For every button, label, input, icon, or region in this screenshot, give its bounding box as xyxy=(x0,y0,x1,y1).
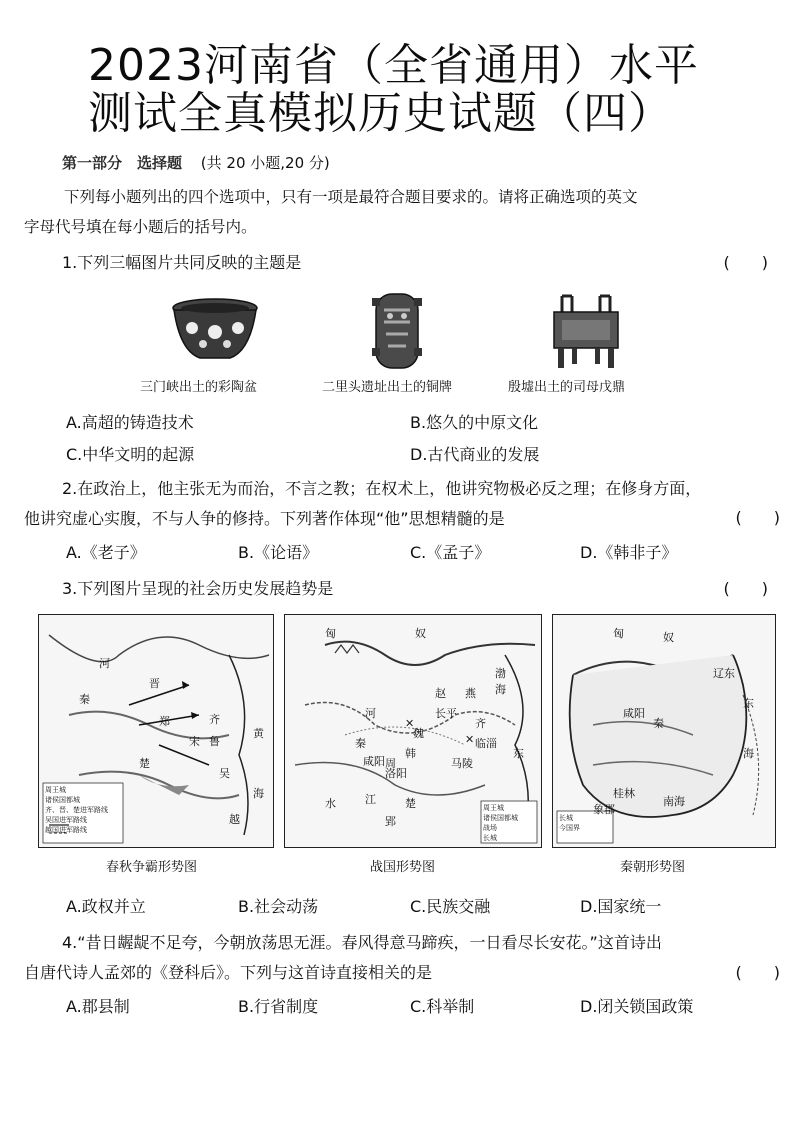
map-caption-1: 春秋争霸形势图 xyxy=(106,860,198,875)
q4-option-a[interactable]: A.郡县制 xyxy=(66,997,130,1016)
map-3-label: 桂林 xyxy=(613,787,635,800)
map-caption-2: 战国形势图 xyxy=(370,860,436,875)
legend-item: 诸侯国都城 xyxy=(483,814,518,822)
q3-option-d[interactable]: D.国家统一 xyxy=(580,897,662,916)
legend-item: 诸侯国都城 xyxy=(45,796,80,804)
q2-option-d[interactable]: D.《韩非子》 xyxy=(580,543,678,562)
map-1-label: 河 xyxy=(99,657,110,670)
map-1-label: 秦 xyxy=(79,693,90,706)
painted-pottery-basin-icon xyxy=(170,296,260,366)
page-title xyxy=(88,42,728,138)
map-3-legend xyxy=(559,813,580,833)
answer-paren-1[interactable]: ( ) xyxy=(723,253,768,272)
instructions xyxy=(24,182,782,242)
map-2-label: 河 xyxy=(365,707,376,720)
legend-item: 长城 xyxy=(559,814,573,822)
question-4-line-1: 4.“昔日龌龊不足夸，今朝放荡思无涯。春风得意马蹄疾，一日看尽长安花。”这首诗出 xyxy=(62,933,662,952)
map-1-label: 郑 xyxy=(159,715,170,728)
map-2-label: 长平 xyxy=(435,707,457,720)
legend-item: 战场 xyxy=(483,824,497,832)
map-2-label: 楚 xyxy=(405,797,416,810)
map-3-label: 辽东 xyxy=(713,667,735,680)
map-2-label: 齐 xyxy=(475,717,486,730)
question-3 xyxy=(62,574,782,604)
instructions-line-2: 字母代号填在每小题后的括号内。 xyxy=(24,218,257,236)
legend-item: 周王城 xyxy=(45,786,66,794)
question-4-line-2: 自唐代诗人孟郊的《登科后》。下列与这首诗直接相关的是 xyxy=(24,963,433,982)
answer-paren-4[interactable]: ( ) xyxy=(735,963,780,982)
q3-option-a[interactable]: A.政权并立 xyxy=(66,897,146,916)
map-2-label: 奴 xyxy=(415,627,426,640)
map-2-label: 临淄 xyxy=(475,737,497,750)
map-3-label: 东 xyxy=(743,697,754,710)
map-2-label: 马陵 xyxy=(451,757,473,770)
svg-text:✕: ✕ xyxy=(465,733,475,746)
legend-item: 长城 xyxy=(483,834,497,842)
q3-option-b[interactable]: B.社会动荡 xyxy=(238,897,319,916)
question-1 xyxy=(62,248,782,278)
question-2-line-2: 他讲究虚心实腹，不与人争的修持。下列著作体现“他”思想精髓的是 xyxy=(24,509,505,528)
question-1-stem: 1.下列三幅图片共同反映的主题是 xyxy=(62,253,302,272)
legend-item: 今国界 xyxy=(559,824,580,832)
q4-option-c[interactable]: C.科举制 xyxy=(410,997,475,1016)
section-name: 第一部分 选择题 xyxy=(62,154,183,172)
map-1-label: 齐 xyxy=(209,713,220,726)
q1-option-a[interactable]: A.高超的铸造技术 xyxy=(66,413,194,432)
map-2-label: 匈 xyxy=(325,627,336,640)
map-2-label: 周 xyxy=(385,757,396,770)
legend-item: 越国进军路线 xyxy=(45,826,87,834)
map-1-label: 晋 xyxy=(149,677,160,690)
map-1-label: 海 xyxy=(253,787,264,800)
map-2-label: 东 xyxy=(513,747,524,760)
map-3-label: 象郡 xyxy=(593,803,615,816)
section-detail: (共 20 小题,20 分) xyxy=(200,154,330,172)
question-2 xyxy=(24,474,792,534)
map-1-label: 越 xyxy=(229,813,240,826)
svg-text:✕: ✕ xyxy=(405,717,415,730)
q4-option-b[interactable]: B.行省制度 xyxy=(238,997,319,1016)
map-3-label: 奴 xyxy=(663,631,674,644)
q3-option-c[interactable]: C.民族交融 xyxy=(410,897,491,916)
map-2-label: 海 xyxy=(495,683,506,696)
legend-item: 周王城 xyxy=(483,804,504,812)
map-2-legend xyxy=(483,803,518,843)
q1-option-d[interactable]: D.古代商业的发展 xyxy=(410,445,540,464)
answer-paren-3[interactable]: ( ) xyxy=(723,579,768,598)
map-1-label: 吴 xyxy=(219,767,230,780)
question-3-stem: 3.下列图片呈现的社会历史发展趋势是 xyxy=(62,579,334,598)
map-2-label: 秦 xyxy=(355,737,366,750)
image-caption-1: 三门峡出土的彩陶盆 xyxy=(140,380,258,395)
map-2-label: 咸阳 xyxy=(363,755,385,768)
q2-option-c[interactable]: C.《孟子》 xyxy=(410,543,491,562)
map-qin-dynasty xyxy=(552,614,776,848)
map-2-label: 水 xyxy=(325,797,336,810)
map-2-label: 江 xyxy=(365,793,376,806)
simuwu-ding-icon xyxy=(548,292,624,370)
q2-option-a[interactable]: A.《老子》 xyxy=(66,543,146,562)
question-2-line-1: 2.在政治上，他主张无为而治，不言之教；在权术上，他讲究物极必反之理；在修身方面， xyxy=(62,479,702,498)
map-3-label: 咸阳 xyxy=(623,707,645,720)
map-spring-autumn xyxy=(38,614,274,848)
q4-option-d[interactable]: D.闭关锁国政策 xyxy=(580,997,694,1016)
map-2-labels xyxy=(285,615,541,847)
bronze-plaque-image xyxy=(372,288,422,370)
title-line-2: 测试全真模拟历史试题（四） xyxy=(88,88,673,139)
map-2-label: 燕 xyxy=(465,687,476,700)
legend-item: 齐、晋、楚进军路线 xyxy=(45,806,108,814)
map-2-label: 赵 xyxy=(435,687,446,700)
map-2-label: 洛阳 xyxy=(385,767,407,780)
map-1-label: 楚 xyxy=(139,757,150,770)
title-line-1: 2023河南省（全省通用）水平 xyxy=(88,40,699,91)
q2-option-b[interactable]: B.《论语》 xyxy=(238,543,319,562)
map-1-legend xyxy=(45,785,108,835)
pottery-basin-image xyxy=(170,296,260,366)
map-1-labels xyxy=(39,615,273,847)
map-3-label: 南海 xyxy=(663,795,685,808)
legend-item: 吴国进军路线 xyxy=(45,816,87,824)
section-header xyxy=(62,152,330,173)
map-warring-states xyxy=(284,614,542,848)
q1-option-c[interactable]: C.中华文明的起源 xyxy=(66,445,195,464)
question-4 xyxy=(24,928,792,988)
map-1-label: 黄 xyxy=(253,727,264,740)
map-1-label: 宋 xyxy=(189,735,200,748)
map-3-label: 海 xyxy=(743,747,754,760)
bronze-plaque-icon xyxy=(372,288,422,370)
simuwu-ding-image xyxy=(548,292,624,370)
map-2-label: 郢 xyxy=(385,815,396,828)
map-2-label: 韩 xyxy=(405,747,416,760)
map-3-label: 秦 xyxy=(653,717,664,730)
map-3-label: 匈 xyxy=(613,627,624,640)
instructions-line-1: 下列每小题列出的四个选项中，只有一项是最符合题目要求的。请将正确选项的英文 xyxy=(64,188,638,206)
map-2-label: 渤 xyxy=(495,667,506,680)
q1-option-b[interactable]: B.悠久的中原文化 xyxy=(410,413,539,432)
map-2-label: 魏 xyxy=(413,727,424,740)
map-caption-3: 秦朝形势图 xyxy=(620,860,686,875)
map-1-label: 鲁 xyxy=(209,735,220,748)
map-3-labels xyxy=(553,615,775,847)
answer-paren-2[interactable]: ( ) xyxy=(735,508,780,527)
image-caption-2: 二里头遗址出土的铜牌 xyxy=(322,380,453,395)
image-caption-3: 殷墟出土的司母戊鼎 xyxy=(508,380,626,395)
